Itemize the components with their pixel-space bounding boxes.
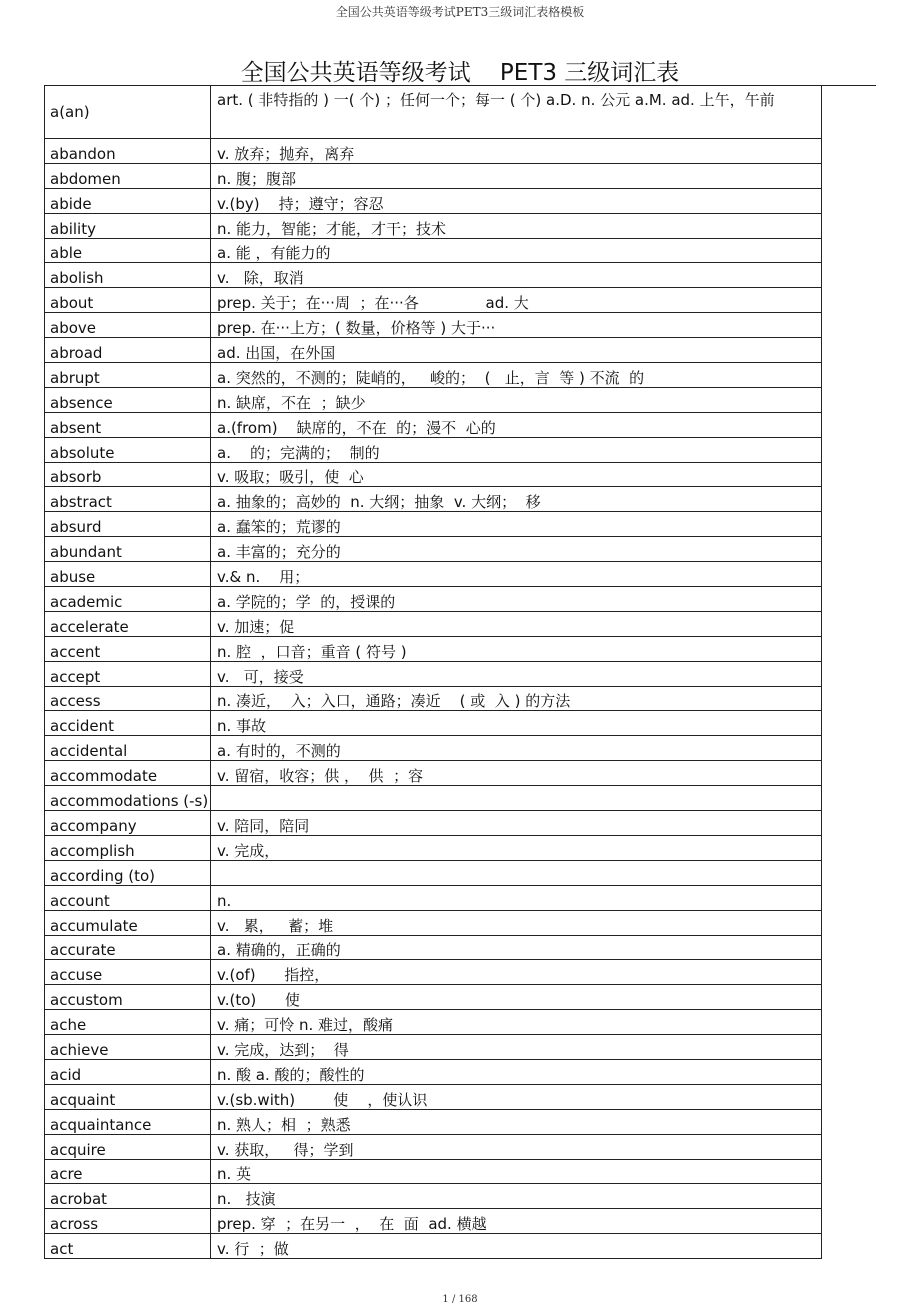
table-row bbox=[45, 710, 821, 735]
definition-cell: v.(sb.with) 使 ，使认识 bbox=[217, 1090, 428, 1109]
definition-cell: prep. 关于；在···周 ；在···各 ad. 大 bbox=[217, 294, 529, 313]
word-cell: abrupt bbox=[45, 363, 211, 387]
definition-cell: prep. 穿 ；在另一 ， 在 面 ad. 横越 bbox=[217, 1215, 487, 1234]
word-cell: accidental bbox=[45, 736, 211, 760]
word-cell: acrobat bbox=[45, 1184, 211, 1208]
definition-cell: v. 行 ；做 bbox=[217, 1240, 289, 1259]
word-cell: accumulate bbox=[45, 911, 211, 935]
definition-cell: n. 腔 ，口音；重音 ( 符号 ) bbox=[217, 642, 407, 661]
table-row bbox=[45, 760, 821, 785]
definition-cell: v.(to) 使 bbox=[217, 991, 300, 1010]
word-cell: absolute bbox=[45, 438, 211, 462]
definition-cell: n. 能力，智能；才能，才干；技术 bbox=[217, 219, 447, 238]
definition-cell: n. 事故 bbox=[217, 717, 267, 736]
table-row bbox=[45, 412, 821, 437]
word-cell: abide bbox=[45, 189, 211, 213]
table-row bbox=[45, 959, 821, 984]
word-cell: acquaintance bbox=[45, 1110, 211, 1134]
vocabulary-table bbox=[44, 86, 822, 1259]
definition-cell: v. 留宿，收容；供 ， 供 ；容 bbox=[217, 767, 424, 786]
definition-cell: ad. 出国，在外国 bbox=[217, 344, 336, 363]
definition-cell: a. 蠢笨的；荒谬的 bbox=[217, 518, 341, 537]
table-row bbox=[45, 686, 821, 711]
word-cell: accommodate bbox=[45, 761, 211, 785]
word-cell: able bbox=[45, 239, 211, 263]
table-row bbox=[45, 636, 821, 661]
table-row bbox=[45, 362, 821, 387]
definition-cell: a. 抽象的；高妙的 n. 大纲；抽象 v. 大纲； 移 bbox=[217, 493, 541, 512]
table-row bbox=[45, 1034, 821, 1059]
word-cell: accustom bbox=[45, 985, 211, 1009]
word-cell: academic bbox=[45, 587, 211, 611]
table-row bbox=[45, 138, 821, 163]
definition-cell: v. 完成， bbox=[217, 841, 280, 860]
word-cell: abandon bbox=[45, 139, 211, 163]
page-header: 全国公共英语等级考试PET3三级词汇表格模板 bbox=[335, 5, 585, 19]
definition-cell: v. 可，接受 bbox=[217, 667, 304, 686]
word-cell: accuse bbox=[45, 960, 211, 984]
table-row bbox=[45, 238, 821, 263]
word-cell: absurd bbox=[45, 512, 211, 536]
word-cell: accident bbox=[45, 711, 211, 735]
table-row bbox=[45, 1134, 821, 1159]
definition-cell: a. 有时的，不测的 bbox=[217, 742, 341, 761]
table-row bbox=[45, 1159, 821, 1184]
word-cell: accurate bbox=[45, 936, 211, 960]
definition-cell: n. 熟人；相 ；熟悉 bbox=[217, 1115, 351, 1134]
word-cell: accomplish bbox=[45, 836, 211, 860]
definition-cell: v. 完成，达到； 得 bbox=[217, 1040, 349, 1059]
definition-cell: a. 精确的，正确的 bbox=[217, 941, 341, 960]
table-row bbox=[45, 536, 821, 561]
table-row bbox=[45, 287, 821, 312]
word-cell: abdomen bbox=[45, 164, 211, 188]
word-cell: according (to) bbox=[45, 861, 211, 885]
definition-cell: v. 加速；促 bbox=[217, 617, 295, 636]
word-cell: absent bbox=[45, 413, 211, 437]
word-cell: accommodations (-s) bbox=[45, 786, 211, 810]
definition-cell: v. 获取， 得；学到 bbox=[217, 1140, 354, 1159]
table-row bbox=[45, 1183, 821, 1208]
word-cell: acre bbox=[45, 1160, 211, 1184]
word-cell: ability bbox=[45, 214, 211, 238]
word-cell: a(an) bbox=[45, 86, 211, 138]
page-number: 1 / 168 bbox=[442, 1294, 478, 1305]
word-cell: abolish bbox=[45, 263, 211, 287]
word-cell: abstract bbox=[45, 487, 211, 511]
definition-cell: v. 陪同，陪同 bbox=[217, 816, 310, 835]
definition-cell: a. 学院的；学 的，授课的 bbox=[217, 592, 396, 611]
word-cell: absorb bbox=[45, 463, 211, 487]
table-row bbox=[45, 835, 821, 860]
definition-cell: prep. 在···上方；( 数量，价格等 ) 大于··· bbox=[217, 319, 496, 338]
table-row bbox=[45, 785, 821, 810]
table-row bbox=[45, 312, 821, 337]
table-row bbox=[45, 337, 821, 362]
table-row bbox=[45, 810, 821, 835]
word-cell: abroad bbox=[45, 338, 211, 362]
definition-cell: v. 放弃；抛弃，离弃 bbox=[217, 144, 355, 163]
word-cell: across bbox=[45, 1209, 211, 1233]
table-row bbox=[45, 86, 821, 138]
definition-cell: a. 突然的，不测的；陡峭的， 峻的； ( 止，言 等 ) 不流 的 bbox=[217, 368, 645, 387]
word-cell: acquaint bbox=[45, 1085, 211, 1109]
table-row bbox=[45, 262, 821, 287]
table-row bbox=[45, 860, 821, 885]
table-row bbox=[45, 462, 821, 487]
table-row bbox=[45, 188, 821, 213]
definition-cell: n. 英 bbox=[217, 1165, 252, 1184]
table-row bbox=[45, 661, 821, 686]
table-row bbox=[45, 1233, 821, 1258]
definition-cell: v. 痛；可怜 n. 难过，酸痛 bbox=[217, 1016, 394, 1035]
word-cell: abundant bbox=[45, 537, 211, 561]
definition-cell: v. 除，取消 bbox=[217, 269, 304, 288]
table-row bbox=[45, 561, 821, 586]
word-cell: access bbox=[45, 687, 211, 711]
word-cell: accelerate bbox=[45, 612, 211, 636]
definition-cell: art. ( 非特指的 ) 一( 个) ；任何一个；每一 ( 个) a.D. n. 公元 a.M. ad. 上午，午前 bbox=[217, 91, 775, 109]
definition-cell bbox=[211, 861, 821, 885]
table-row bbox=[45, 163, 821, 188]
table-row bbox=[45, 586, 821, 611]
definition-cell: n. 技演 bbox=[217, 1190, 276, 1209]
definition-cell: n. 缺席，不在 ；缺少 bbox=[217, 393, 366, 412]
definition-cell: v. 累， 蓄；堆 bbox=[217, 916, 334, 935]
word-cell: accent bbox=[45, 637, 211, 661]
definition-cell: v. 吸取；吸引，使 心 bbox=[217, 468, 364, 487]
table-row bbox=[45, 1208, 821, 1233]
word-cell: acid bbox=[45, 1060, 211, 1084]
definition-cell: n. bbox=[217, 891, 232, 910]
word-cell: abuse bbox=[45, 562, 211, 586]
word-cell: about bbox=[45, 288, 211, 312]
table-row bbox=[45, 387, 821, 412]
table-row bbox=[45, 486, 821, 511]
definition-cell: v.& n. 用； bbox=[217, 568, 310, 587]
word-cell: above bbox=[45, 313, 211, 337]
word-cell: account bbox=[45, 886, 211, 910]
word-cell: ache bbox=[45, 1010, 211, 1034]
table-row bbox=[45, 1109, 821, 1134]
definition-cell: n. 凑近， 入；入口，通路；凑近 ( 或 入 ) 的方法 bbox=[217, 692, 571, 711]
definition-cell: v.(by) 持；遵守；容忍 bbox=[217, 194, 384, 213]
document-title: 全国公共英语等级考试 PET3 三级词汇表 bbox=[240, 60, 680, 86]
table-row bbox=[45, 735, 821, 760]
table-row bbox=[45, 984, 821, 1009]
table-row bbox=[45, 910, 821, 935]
table-row bbox=[45, 1059, 821, 1084]
table-row bbox=[45, 511, 821, 536]
word-cell: accompany bbox=[45, 811, 211, 835]
table-row bbox=[45, 213, 821, 238]
table-row bbox=[45, 885, 821, 910]
table-row bbox=[45, 1084, 821, 1109]
word-cell: accept bbox=[45, 662, 211, 686]
word-cell: achieve bbox=[45, 1035, 211, 1059]
word-cell: act bbox=[45, 1234, 211, 1258]
definition-cell: n. 腹；腹部 bbox=[217, 169, 297, 188]
definition-cell: a. 能 ，有能力的 bbox=[217, 244, 331, 263]
definition-cell bbox=[211, 786, 821, 810]
definition-cell: v.(of) 指控， bbox=[217, 966, 330, 985]
definition-cell: a.(from) 缺席的，不在 的；漫不 心的 bbox=[217, 418, 496, 437]
definition-cell: a. 的；完满的； 制的 bbox=[217, 443, 380, 462]
table-row bbox=[45, 935, 821, 960]
table-row bbox=[45, 1009, 821, 1034]
definition-cell: n. 酸 a. 酸的；酸性的 bbox=[217, 1065, 365, 1084]
table-row bbox=[45, 437, 821, 462]
word-cell: acquire bbox=[45, 1135, 211, 1159]
table-row bbox=[45, 611, 821, 636]
word-cell: absence bbox=[45, 388, 211, 412]
definition-cell: a. 丰富的；充分的 bbox=[217, 543, 341, 562]
